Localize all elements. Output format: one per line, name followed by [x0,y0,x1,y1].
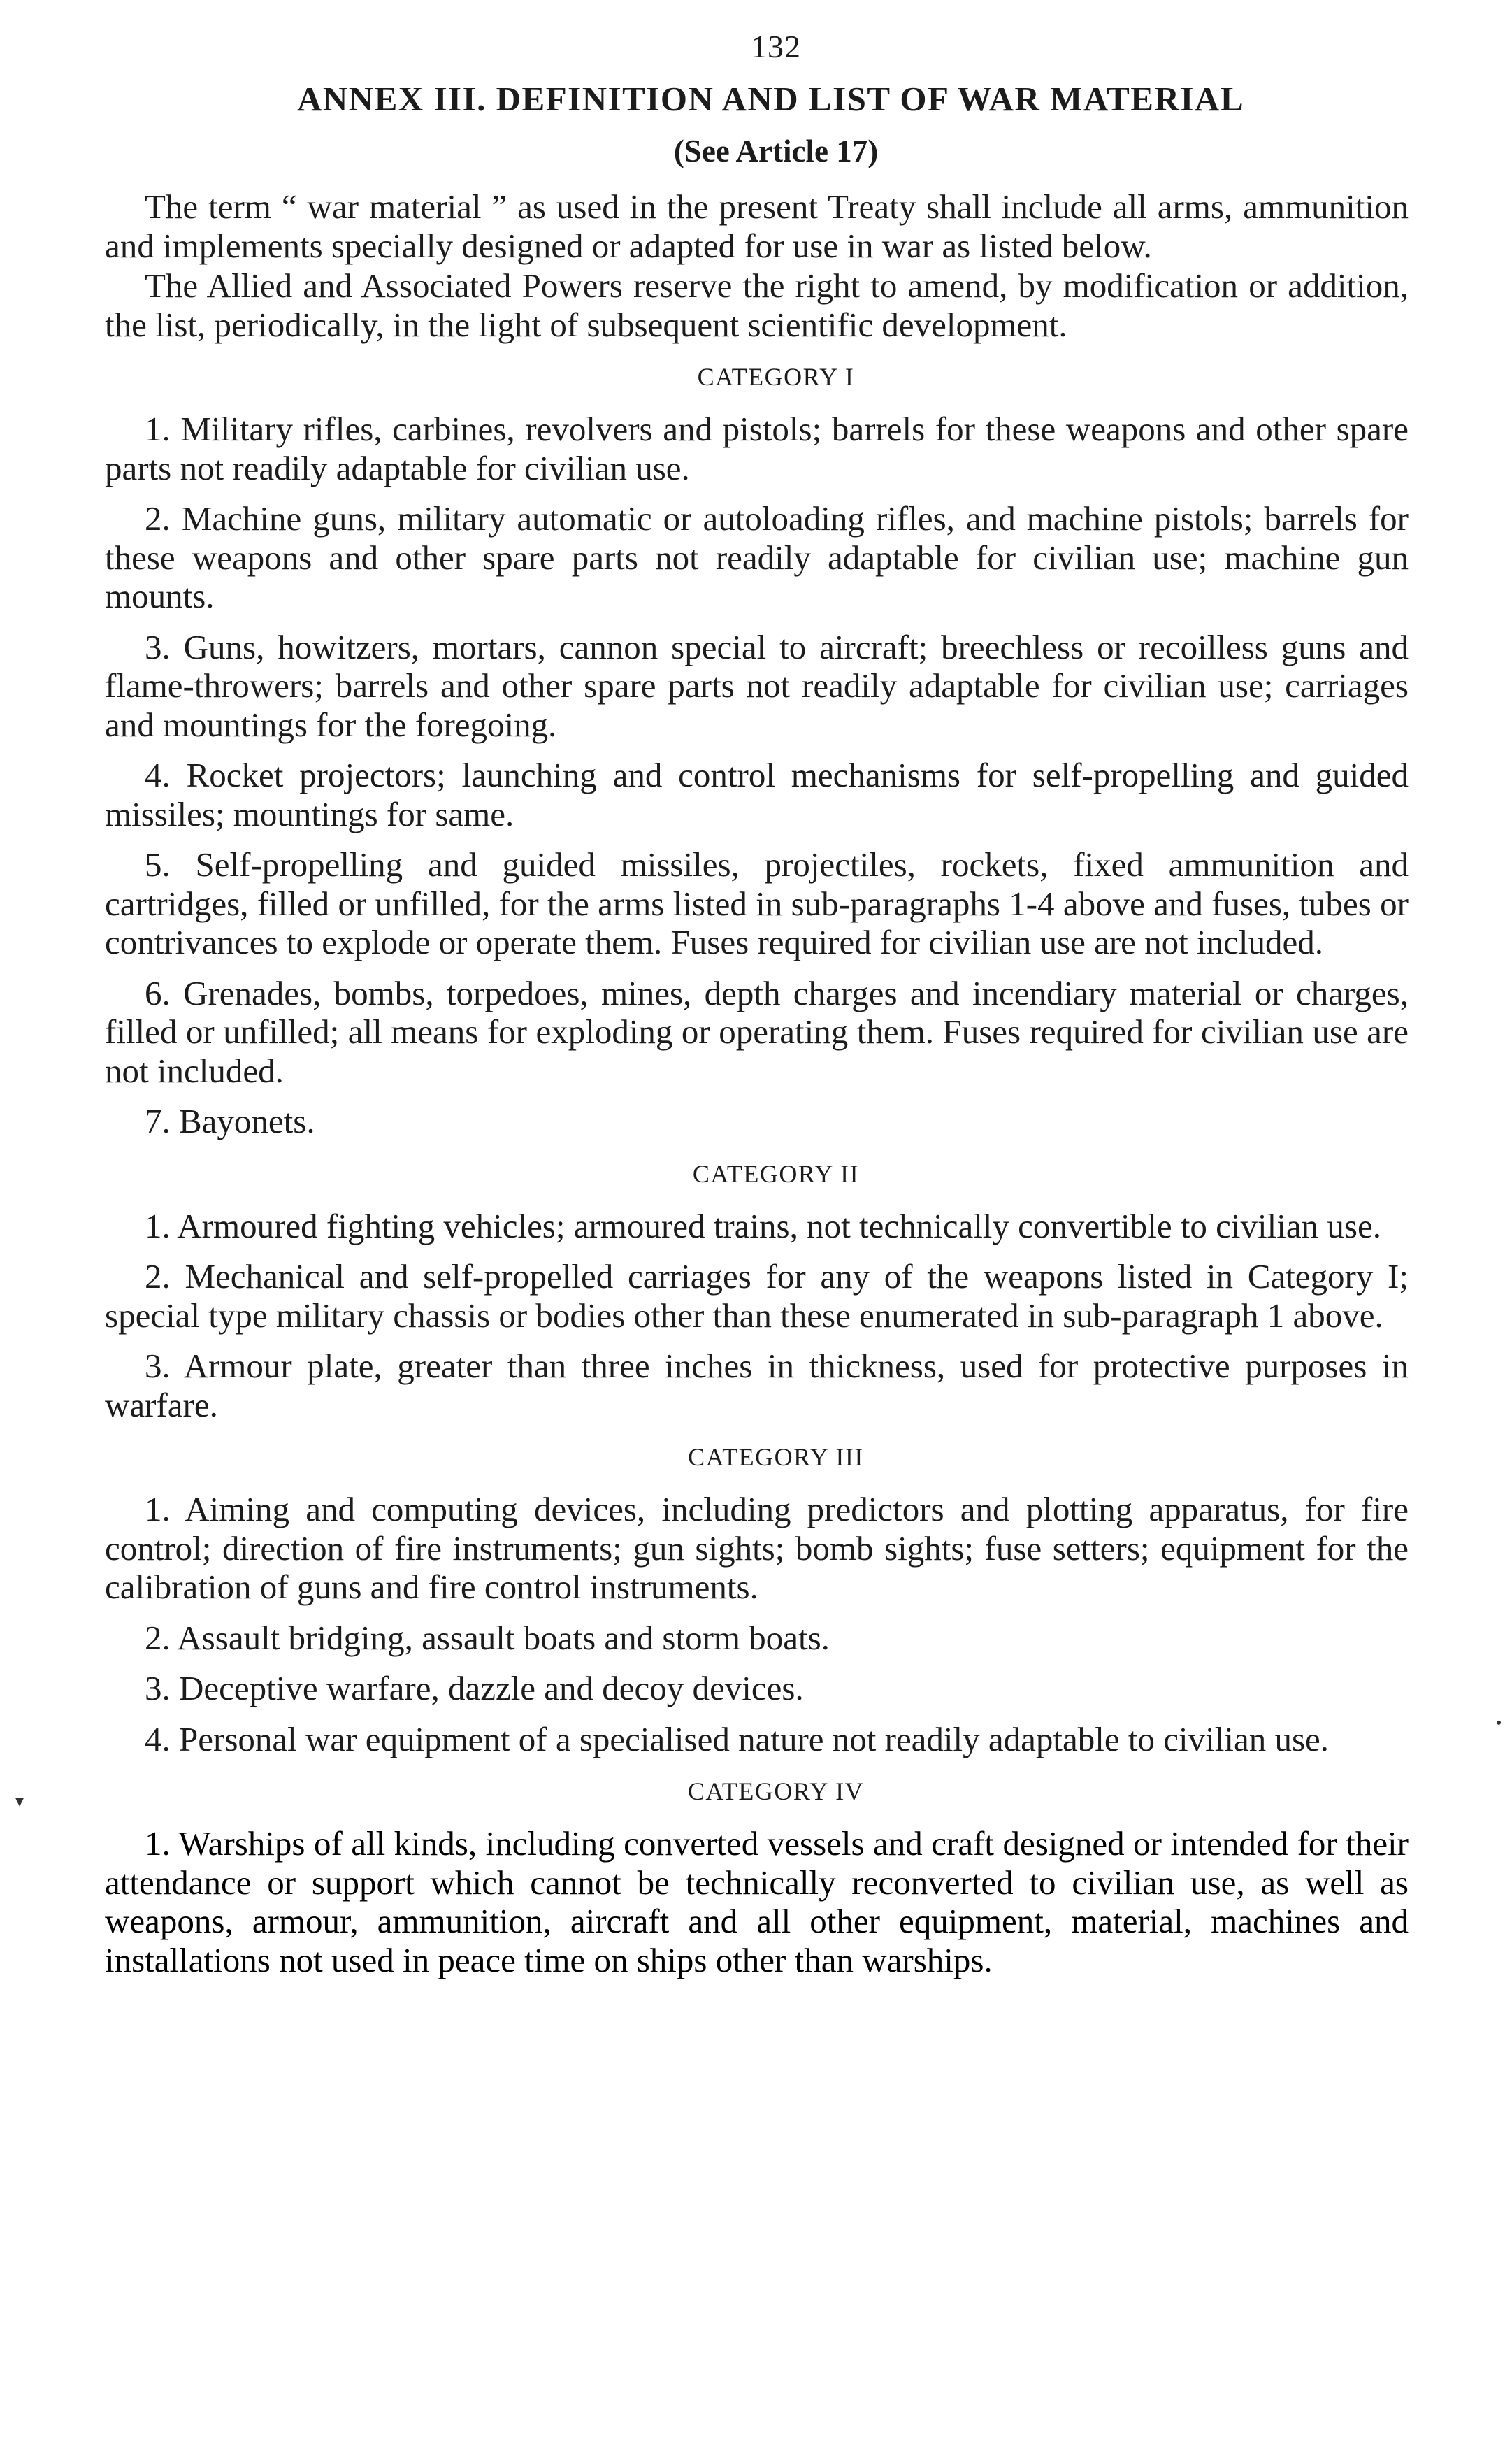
category-heading: CATEGORY II [692,1159,860,1188]
annex-title: ANNEX III. DEFINITION AND LIST OF WAR MATERIAL [296,80,1245,118]
list-item: 4. Personal war equipment of a specialised nature not readily adaptable to civilian use. [145,1719,1330,1758]
list-item: 6. Grenades, bombs, torpedoes, mines, depth charges and incendiary material or charges, filled or unfilled; all means for exploding or operating them. Fuses required for civilian use are not included. [105,973,1409,1090]
list-item: 3. Deceptive warfare, dazzle and decoy devices. [145,1669,804,1707]
category-heading: CATEGORY I [697,363,855,391]
list-item: 1. Warships of all kinds, including converted vessels and craft designed or intended for their attendance or support which cannot be technically reconverted to civilian use, as well as weapons, armour, ammunition, aircraft and all other equipment, material, machines and installations not used in peace time on ships other than warships. [105,1824,1409,1979]
document-page [105,28,1409,1979]
category-section [105,362,1409,1141]
intro-paragraph: The term “ war material ” as used in the present Treaty shall include all arms, ammunition and implements specially designed or adapted for use in war as listed below. [105,187,1409,265]
intro-section [105,187,1409,344]
list-item: 1. Aiming and computing devices, including predictors and plotting apparatus, for fire control; direction of fire instruments; gun sights; bomb sights; fuse setters; equipment for the calibration of guns and fire control instruments. [105,1490,1409,1606]
intro-paragraph: The Allied and Associated Powers reserve the right to amend, by modification or addition, the list, periodically, in the light of subsequent scientific development. [105,266,1409,344]
list-item: 3. Armour plate, greater than three inches in thickness, used for protective purposes in warfare. [105,1347,1409,1424]
scan-speck: • [1496,1714,1502,1733]
list-item: 3. Guns, howitzers, mortars, cannon special to aircraft; breechless or recoilless guns and flame-throwers; barrels and other spare parts not readily adaptable for civilian use; carriages and mountings for the foregoing. [105,627,1409,744]
list-item: 2. Assault bridging, assault boats and storm boats. [145,1618,830,1657]
category-section [105,1777,1409,1979]
list-item: 4. Rocket projectors; launching and control mechanisms for self-propelling and guided missiles; mountings for same. [105,756,1409,833]
list-item: 5. Self-propelling and guided missiles, projectiles, rockets, fixed ammunition and cartridges, filled or unfilled, for the arms listed in sub-paragraphs 1-4 above and fuses, tubes or contrivances to explode or operate them. Fuses required for civilian use are not included. [105,845,1409,961]
category-heading: CATEGORY IV [687,1777,865,1805]
category-section [105,1442,1409,1758]
list-item: 1. Armoured fighting vehicles; armoured trains, not technically convertible to civilian use. [145,1206,1381,1245]
list-item: 2. Machine guns, military automatic or autoloading rifles, and machine pistols; barrels for these weapons and other spare parts not readily adaptable for civilian use; machine gun mounts. [105,499,1409,615]
page-number: 132 [751,29,801,64]
category-heading: CATEGORY III [688,1443,864,1471]
list-item: 7. Bayonets. [145,1102,315,1140]
scan-speck: ▾ [15,1793,24,1811]
list-item: 1. Military rifles, carbines, revolvers and pistols; barrels for these weapons and other spare parts not readily adaptable for civilian use. [105,410,1409,487]
category-section [105,1159,1409,1425]
list-item: 2. Mechanical and self-propelled carriages for any of the weapons listed in Category I; special type military chassis or bodies other than these enumerated in sub-paragraph 1 above. [105,1257,1409,1335]
annex-subtitle: (See Article 17) [673,134,879,168]
